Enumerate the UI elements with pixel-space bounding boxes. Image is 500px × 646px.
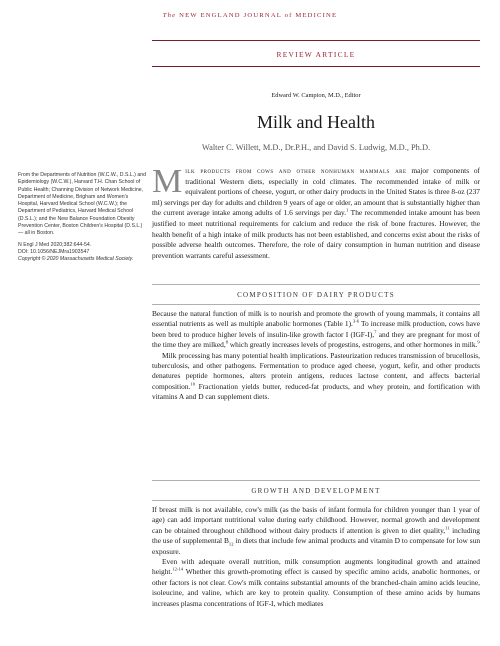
section-growth-body [152,505,480,609]
section-rule [152,500,480,501]
editor-line: Edward W. Campion, M.D., Editor [271,92,361,99]
paragraph: If breast milk is not available, cow's milk (as the basis of infant formula for children younger than 1 year of age) can add important nutritional value during early childhood. However, normal growth and development can be obtained throughout childhood without dairy products if attention is given to diet quality,$^{11}$ including the use of supplemental $B_{12}$ in diets that include few animal products and vitamin D to compensate for low sun exposure. [152,505,481,556]
doi: DOI: 10.1056/NEJMra1903547 [18,248,90,255]
section-rule [152,304,480,305]
article-title: Milk and Health [257,112,375,132]
paragraph: Because the natural function of milk is to nourish and promote the growth of young mammals, it contains all essential nutrients as well as multiple anabolic hormones (Table 1).$^{3-6}$ To increase milk production, cows have been bred to produce higher levels of insulin-like growth factor I (IGF-I),$^7$ and they are pregnant for most of the time they are milked,$^8$ which greatly increases levels of progestins, estrogens, and other hormones in milk.$^9$ [152,309,480,350]
header-rule-bottom [152,66,480,67]
abstract: Milk products from cows and other nonhuman mammals are major components of traditional Western diets, especially in cold climates. The recommended intake of milk or equivalent portions of cheese, yogurt, or other dairy products in the United States is three 8-oz (237 ml) servings per day for adults and children 9 years of age or older, an amount that is substantially higher than the current average intake among adults of 1.6 servings per day.$^1$ The recommended intake amount has been justified to meet nutritional requirements for calcium and reduce the risk of bone fractures. However, the health benefit of a high intake of milk products has not been established, and concerns exist about the risks of possible adverse health outcomes. Therefore, the role of dairy consumption in human nutrition and disease prevention warrants careful assessment. [152,163,480,260]
paragraph: Milk processing has many potential health implications. Pasteurization reduces transmission of brucellosis, tuberculosis, and other pathogens. Fermentation to produce aged cheese, yogurt, kefir, and other products denatures peptide hormones, alters protein antigens, reduces lactose content, and affects bacterial composition.$^{10}$ Fractionation yields butter, reduced-fat products, and whey protein, and fortification with vitamins A and D can supplement diets. [152,350,480,402]
paragraph: Even with adequate overall nutrition, milk consumption augments longitudinal growth and attained height.$^{12-14}$ Whether this growth-promoting effect is caused by specific amino acids, anabolic hormones, or other factors is not clear. Cow's milk contains substantial amounts of the branched-chain amino acids leucine, isoleucine, and valine, which are key to protein quality. Consumption of these amino acids by humans increases plasma concentrations of IGF-I, which mediates [152,557,480,608]
copyright: Copyright © 2020 Massachusetts Medical Society. [18,256,134,263]
header-rule-top [152,40,480,41]
section-label: REVIEW ARTICLE [276,50,356,59]
article-authors: Walter C. Willett, M.D., Dr.P.H., and David S. Ludwig, M.D., Ph.D. [201,143,431,152]
abstract-lead: ilk products from cows and other nonhuman mammals are [185,166,407,175]
section-rule [152,480,480,481]
journal-name: The NEW ENGLAND JOURNAL of MEDICINE [162,12,338,19]
citation: N Engl J Med 2020;382:644-54. [18,241,92,248]
affiliations: From the Departments of Nutrition (W.C.W., D.S.L.) and Epidemiology (W.C.W.), Harvard T.H. Chan School of Public Health; Channing Division of Network Medicine, Department of Medicine, Brigham and Women's Hospital, Harvard Medical School (W.C.W.); the Department of Pediatrics, Harvard Medical School (D.S.L.); and the New Balance Foundation Obesity Prevention Center, Boston Children's Hospital (D.S.L.) — all in Boston. [18,172,146,237]
section-composition-body [152,309,480,403]
drop-cap: M [152,163,183,200]
reference-marker: 1 [346,207,349,213]
sidebar-notes [18,172,146,268]
section-rule [152,284,480,285]
